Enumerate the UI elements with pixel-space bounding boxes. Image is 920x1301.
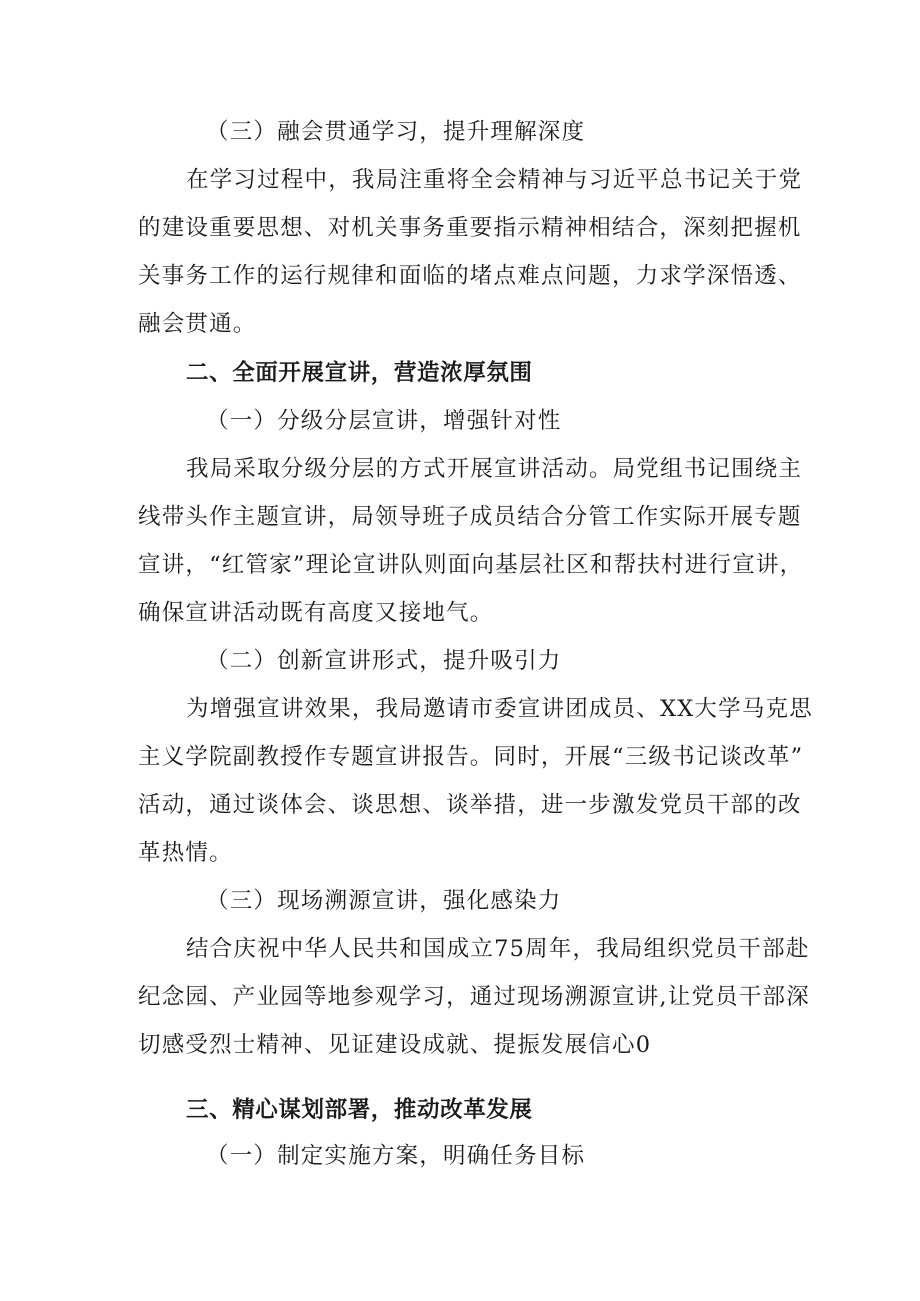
paragraph-line: 主义学院副教授作专题宣讲报告。同时，开展“三级书记谈改革” [138, 744, 804, 770]
subsection-title: （一）制定实施方案，明确任务目标 [206, 1143, 586, 1169]
subsection-title: （三）现场溯源宣讲，强化感染力 [206, 888, 562, 914]
paragraph-line: 切感受烈士精神、见证建设成就、提振发展信心0 [138, 1032, 652, 1058]
paragraph-line: 纪念园、产业园等地参观学习，通过现场溯源宣讲,让党员干部深 [138, 984, 810, 1010]
subsection-title: （三）融会贯通学习，提升理解深度 [206, 119, 586, 145]
paragraph-line: 我局采取分级分层的方式开展宣讲活动。局党组书记围绕主 [186, 456, 803, 482]
paragraph-line: 关事务工作的运行规律和面临的堵点难点问题，力求学深悟透、 [138, 263, 802, 289]
paragraph-line: 的建设重要思想、对机关事务重要指示精神相结合，深刻把握机 [138, 215, 802, 241]
paragraph-line: 宣讲，“红管家”理论宣讲队则面向基层社区和帮扶村进行宣讲， [138, 552, 804, 578]
paragraph-line: 结合庆祝中华人民共和国成立75周年，我局组织党员干部赴 [186, 936, 810, 962]
section-heading: 二、全面开展宣讲，营造浓厚氛围 [186, 360, 533, 386]
paragraph-line: 确保宣讲活动既有高度又接地气。 [138, 600, 494, 626]
paragraph-line: 为增强宣讲效果，我局邀请市委宣讲团成员、XX大学马克思 [186, 696, 813, 722]
subsection-title: （一）分级分层宣讲，增强针对性 [206, 408, 562, 434]
section-heading: 三、精心谋划部署，推动改革发展 [186, 1097, 533, 1123]
paragraph-line: 在学习过程中，我局注重将全会精神与习近平总书记关于党 [186, 167, 803, 193]
paragraph-line: 融会贯通。 [138, 311, 257, 337]
paragraph-line: 革热情。 [138, 840, 233, 866]
paragraph-line: 活动，通过谈体会、谈思想、谈举措，进一步激发党员干部的改 [138, 792, 802, 818]
subsection-title: （二）创新宣讲形式，提升吸引力 [206, 648, 562, 674]
paragraph-line: 线带头作主题宣讲，局领导班子成员结合分管工作实际开展专题 [138, 504, 802, 530]
